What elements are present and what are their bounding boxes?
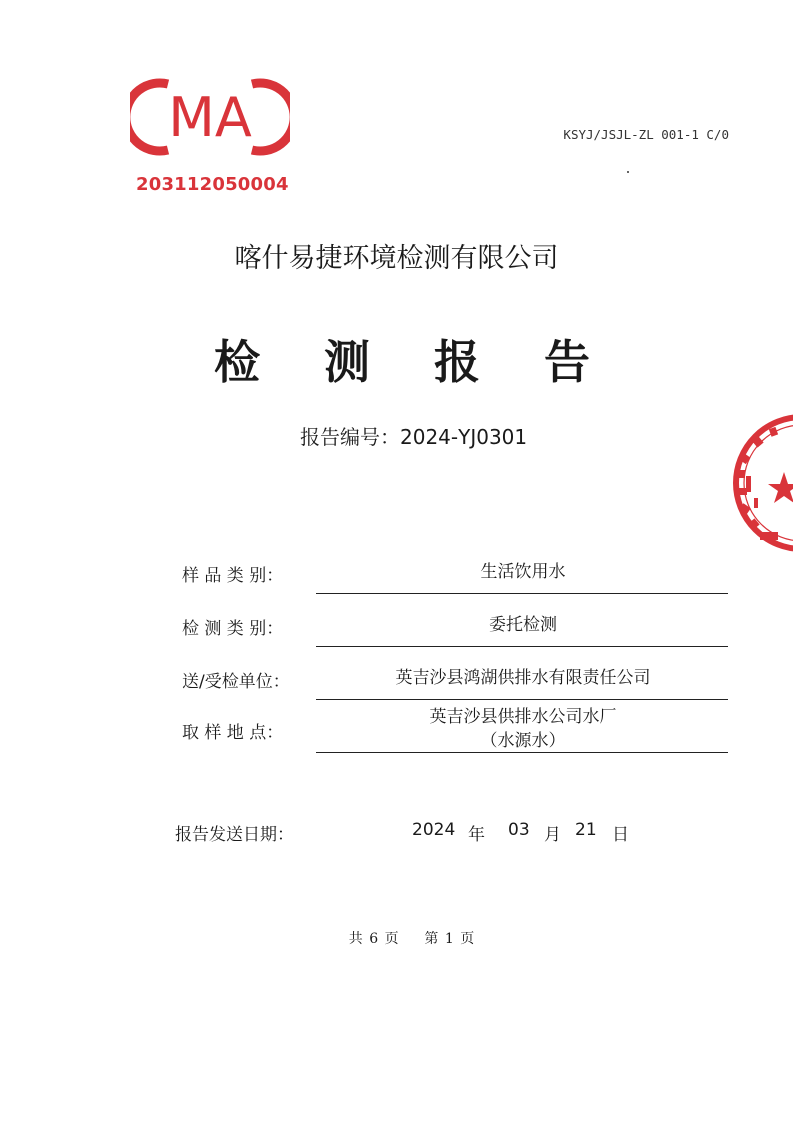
issue-date-label: 报告发送日期：	[175, 825, 294, 845]
issue-date-year-unit: 年	[468, 825, 485, 845]
issue-date-day-unit: 日	[612, 825, 629, 845]
sampling-site-underline	[316, 752, 728, 753]
company-name: 喀什易捷环境检测有限公司	[234, 243, 559, 274]
sampling-site-value-line1: 英吉沙县供排水公司水厂	[429, 707, 617, 727]
issue-date-month-unit: 月	[544, 825, 561, 845]
report-number	[300, 421, 527, 450]
report-number-label: 报告编号：	[300, 425, 400, 449]
client-unit-underline	[316, 699, 728, 700]
issue-date-month: 03	[508, 820, 530, 840]
sample-type-label: 样 品 类 别：	[182, 566, 284, 586]
issue-date-day: 21	[575, 820, 597, 840]
client-unit-label: 送/受检单位：	[182, 672, 290, 692]
test-type-label: 检 测 类 别：	[182, 619, 284, 639]
scan-mark	[627, 171, 629, 173]
test-type-value: 委托检测	[489, 615, 557, 635]
sample-type-value: 生活饮用水	[480, 562, 566, 582]
client-unit-value: 英吉沙县鸿湖供排水有限责任公司	[395, 668, 651, 688]
sample-type-underline	[316, 593, 728, 594]
cma-logo-text: MA	[168, 86, 252, 149]
page-total: 共 6 页	[348, 931, 399, 947]
sampling-site-value-line2: （水源水）	[480, 731, 566, 751]
page-current: 第 1 页	[424, 931, 475, 947]
seal-stamp-icon	[722, 408, 793, 558]
report-title: 检 测 报 告	[213, 335, 615, 389]
cma-certificate-number: 203112050004	[136, 174, 289, 195]
document-code: KSYJ/JSJL-ZL 001-1 C/0	[563, 127, 729, 142]
sampling-site-label: 取 样 地 点：	[182, 723, 284, 743]
cma-logo-icon	[130, 78, 290, 156]
page-footer	[0, 928, 793, 948]
test-type-underline	[316, 646, 728, 647]
issue-date-year: 2024	[412, 820, 456, 840]
report-number-value: 2024-YJ0301	[400, 425, 528, 449]
